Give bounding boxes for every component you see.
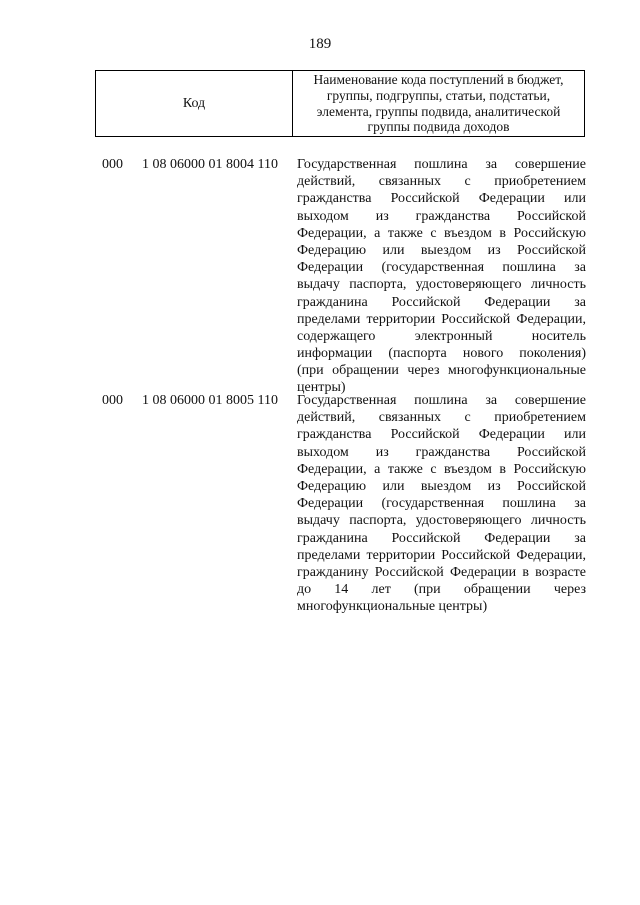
description-line: выдачу паспорта, удостоверяющего личность	[297, 513, 586, 529]
description-line: Федерации, а также с въездом в Российскую	[297, 225, 586, 241]
header-name-label: Наименование кода поступлений в бюджет, группы, подгруппы, статьи, подстатьи, элемента, группы подвида, аналитической группы подвида доходов	[313, 72, 564, 135]
description-line: (при обращении через многофункциональные	[297, 363, 586, 379]
revenue-code: 1 08 06000 01 8005 110	[142, 393, 278, 408]
table-header	[95, 70, 585, 137]
revenue-description	[297, 392, 586, 615]
description-line: Федерации (государственная пошлина за	[297, 260, 586, 276]
description-line: выдачу паспорта, удостоверяющего личность	[297, 277, 586, 293]
description-line: пределами территории Российской Федерации,	[297, 311, 586, 327]
description-line: действий, связанных с приобретением	[297, 410, 586, 426]
description-line: Федерацию или выездом из Российской	[297, 242, 586, 258]
description-line: пределами территории Российской Федерации,	[297, 547, 586, 563]
description-line: действий, связанных с приобретением	[297, 174, 586, 190]
description-line: центры)	[297, 380, 346, 396]
description-line: гражданства Российской Федерации или	[297, 191, 586, 207]
description-line: гражданина Российской Федерации за	[297, 530, 586, 546]
description-line: гражданства Российской Федерации или	[297, 427, 586, 443]
description-line: Федерации (государственная пошлина за	[297, 496, 586, 512]
header-code-label: Код	[96, 71, 293, 136]
description-line: информации (паспорта нового поколения)	[297, 346, 586, 362]
description-line: Федерацию или выездом из Российской	[297, 478, 586, 494]
description-line: выходом из гражданства Российской	[297, 444, 586, 460]
admin-code: 000	[102, 393, 123, 408]
admin-code: 000	[102, 157, 123, 172]
description-line: Государственная пошлина за совершение	[297, 393, 586, 408]
description-line: Государственная пошлина за совершение	[297, 157, 586, 172]
description-line: Федерации, а также с въездом в Российскую	[297, 461, 586, 477]
description-line: выходом из гражданства Российской	[297, 208, 586, 224]
page-number: 189	[308, 36, 332, 52]
revenue-description	[297, 156, 586, 397]
description-line: гражданину Российской Федерации в возрасте	[297, 564, 586, 580]
description-line: содержащего электронный носитель	[297, 328, 586, 344]
description-line: многофункциональные центры)	[297, 599, 488, 615]
description-line: гражданина Российской Федерации за	[297, 294, 586, 310]
revenue-code: 1 08 06000 01 8004 110	[142, 157, 278, 172]
description-line: до 14 лет (при обращении через	[297, 582, 586, 598]
